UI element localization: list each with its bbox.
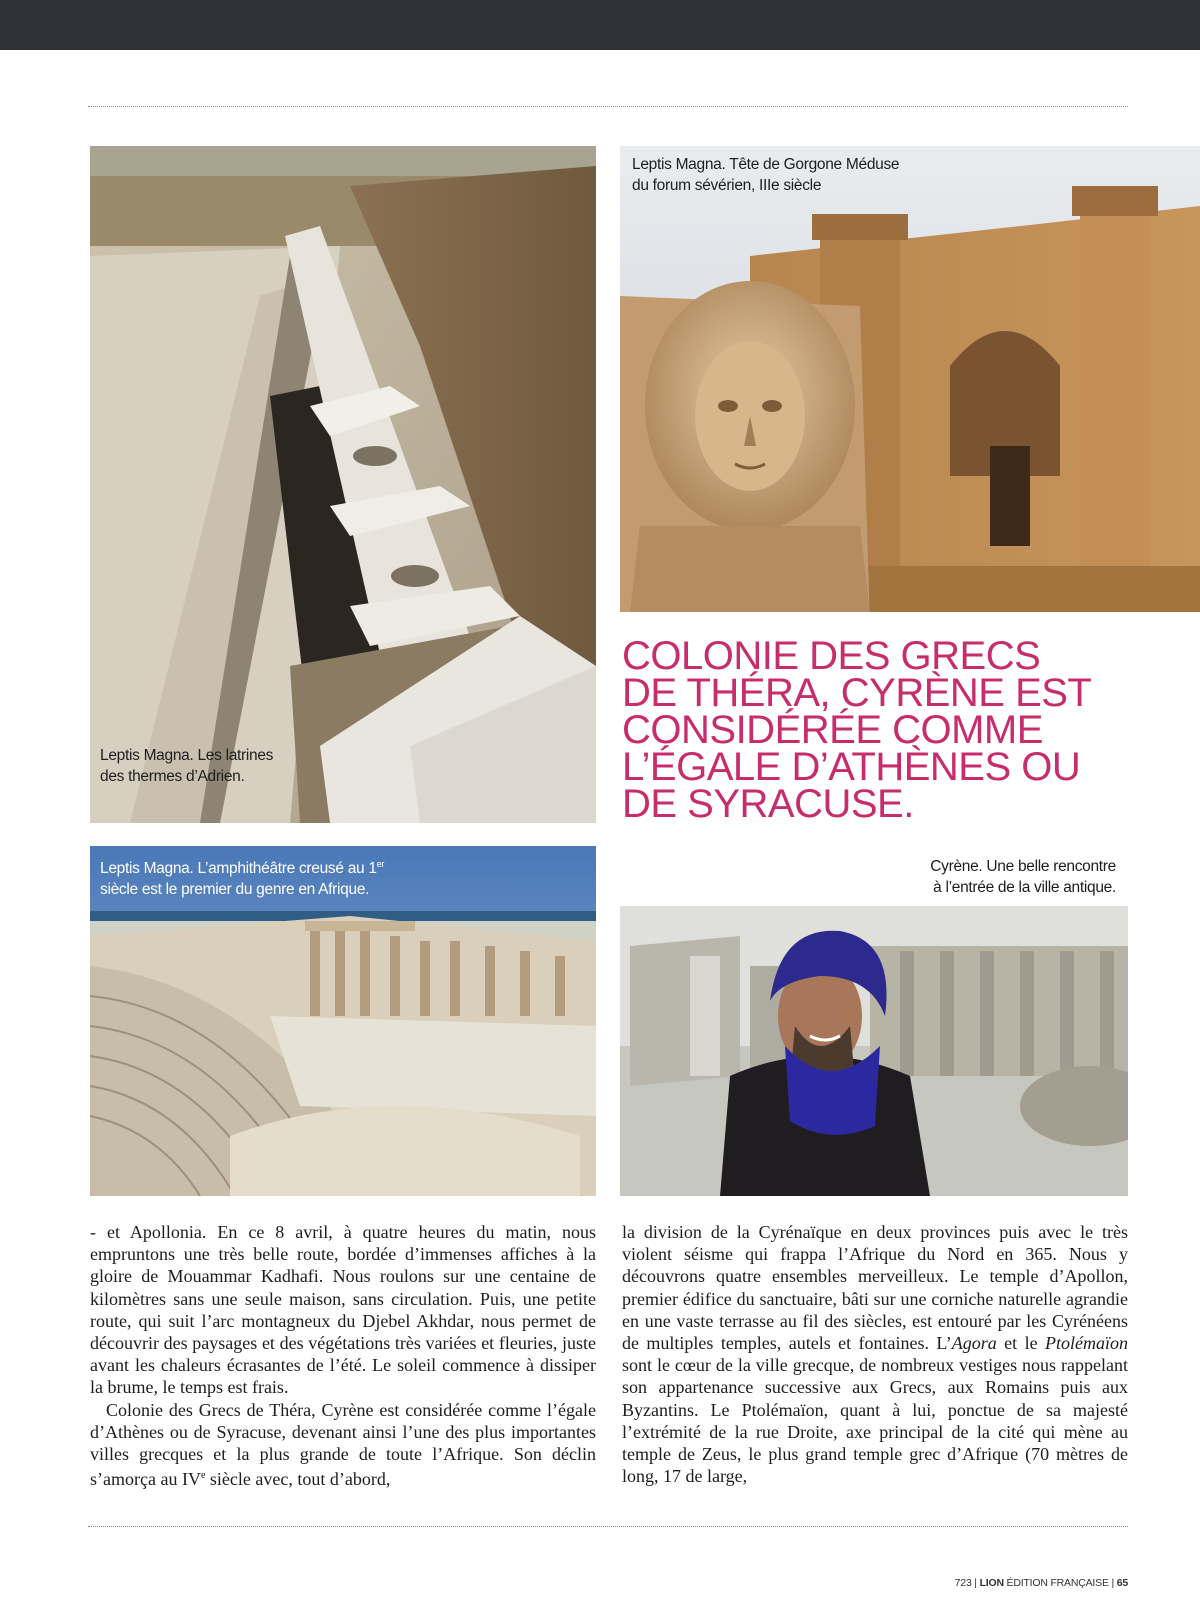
- caption-latrines-line2: des thermes d’Adrien.: [100, 768, 245, 785]
- body-italic-term: Agora: [951, 1333, 997, 1354]
- body-paragraph: [90, 1399, 596, 1491]
- body-column-left: [90, 1221, 596, 1490]
- body-text: et le: [996, 1333, 1045, 1354]
- caption-cyrene-line1: Cyrène. Une belle rencontre: [930, 858, 1116, 875]
- footer-magazine: LION: [979, 1577, 1004, 1589]
- body-text: siècle avec, tout d’abord,: [205, 1469, 391, 1490]
- bottom-dotted-rule: [88, 1526, 1128, 1527]
- footer-issue: 723 |: [954, 1577, 980, 1589]
- body-paragraph: [622, 1221, 1128, 1487]
- footer-page-number: 65: [1116, 1577, 1128, 1589]
- top-dotted-rule: [88, 106, 1128, 107]
- caption-amphitheatre-line1: Leptis Magna. L’amphithéâtre creusé au 1: [100, 860, 377, 878]
- caption-latrines-line1: Leptis Magna. Les latrines: [100, 747, 274, 764]
- caption-cyrene-line2: à l’entrée de la ville antique.: [933, 879, 1116, 896]
- caption-cyrene: [800, 856, 1116, 898]
- pull-quote: [622, 634, 1142, 826]
- body-sup: e: [200, 1470, 206, 1482]
- page-footer: [955, 1577, 1128, 1589]
- top-bar: [0, 0, 1200, 50]
- pull-quote-line: DE THÉRA, CYRÈNE EST: [622, 671, 1092, 715]
- photo-cyrene-man: [620, 906, 1128, 1196]
- body-paragraph: - et Apollonia. En ce 8 avril, à quatre heures du matin, nous empruntons une très belle route, bordée d’immenses affiches à la gloire de Mouammar Kadhafi. Nous roulons sur une centaine de kilomètres sans une seule maison, sans circulation. Puis, une petite route, qui suit l’arc montagneux du Djebel Akhdar, nous permet de découvrir des paysages et des végétations très variées et fleuries, juste avant les chaleurs écrasantes de l’été. Le soleil commence à dissiper la brume, le temps est frais.: [90, 1222, 596, 1398]
- body-column-right: [622, 1221, 1128, 1487]
- pull-quote-line: CONSIDÉRÉE COMME: [622, 708, 1043, 752]
- photo-gorgon-head: [620, 146, 1200, 612]
- caption-gorgon-line2: du forum sévérien, IIIe siècle: [632, 177, 822, 194]
- pull-quote-line: COLONIE DES GRECS: [622, 634, 1041, 678]
- body-text: Colonie des Grecs de Théra, Cyrène est considérée comme l’égale d’Athènes ou de Syracuse, devenant ainsi l’une des plus importantes villes grecques et la plus grande de toute l’Afrique. Son déclin s’amorça au IV: [90, 1399, 596, 1490]
- caption-latrines: [100, 745, 360, 787]
- caption-amphitheatre: [100, 854, 440, 900]
- photo-amphitheatre: [90, 846, 596, 1196]
- body-text: sont le cœur de la ville grecque, de nombreux vestiges nous rappelant son appartenance successive aux Grecs, aux Romains puis aux Byzantins. Le Ptolémaïon, quant à lui, ponctue de sa majesté l’extrémité de la rue Droite, axe principal de la cité qui mène au temple de Zeus, le plus grand temple grec d’Afrique (70 mètres de long, 17 de large,: [622, 1355, 1128, 1487]
- caption-amphitheatre-sup: er: [376, 859, 385, 869]
- pull-quote-line: L’ÉGALE D’ATHÈNES OU: [622, 745, 1081, 789]
- body-italic-term: Ptolémaïon: [1045, 1333, 1128, 1354]
- body-text: la division de la Cyrénaïque en deux provinces puis avec le très violent séisme qui frappa l’Afrique du Nord en 365. Nous y découvrons quatre ensembles merveilleux. Le temple d’Apollon, premier édifice du sanctuaire, bâti sur une corniche naturelle agrandie en une vaste terrasse au fil des siècles, est entouré par les Cyrénéens de multiples temples, autels et fontaines. L’: [622, 1222, 1128, 1354]
- pull-quote-line: DE SYRACUSE.: [622, 782, 914, 826]
- photo-latrines: [90, 146, 596, 823]
- caption-gorgon: [632, 154, 932, 196]
- footer-edition: ÉDITION FRANÇAISE |: [1003, 1577, 1117, 1589]
- caption-gorgon-line1: Leptis Magna. Tête de Gorgone Méduse: [632, 156, 900, 173]
- caption-amphitheatre-line2: siècle est le premier du genre en Afrique.: [100, 881, 370, 899]
